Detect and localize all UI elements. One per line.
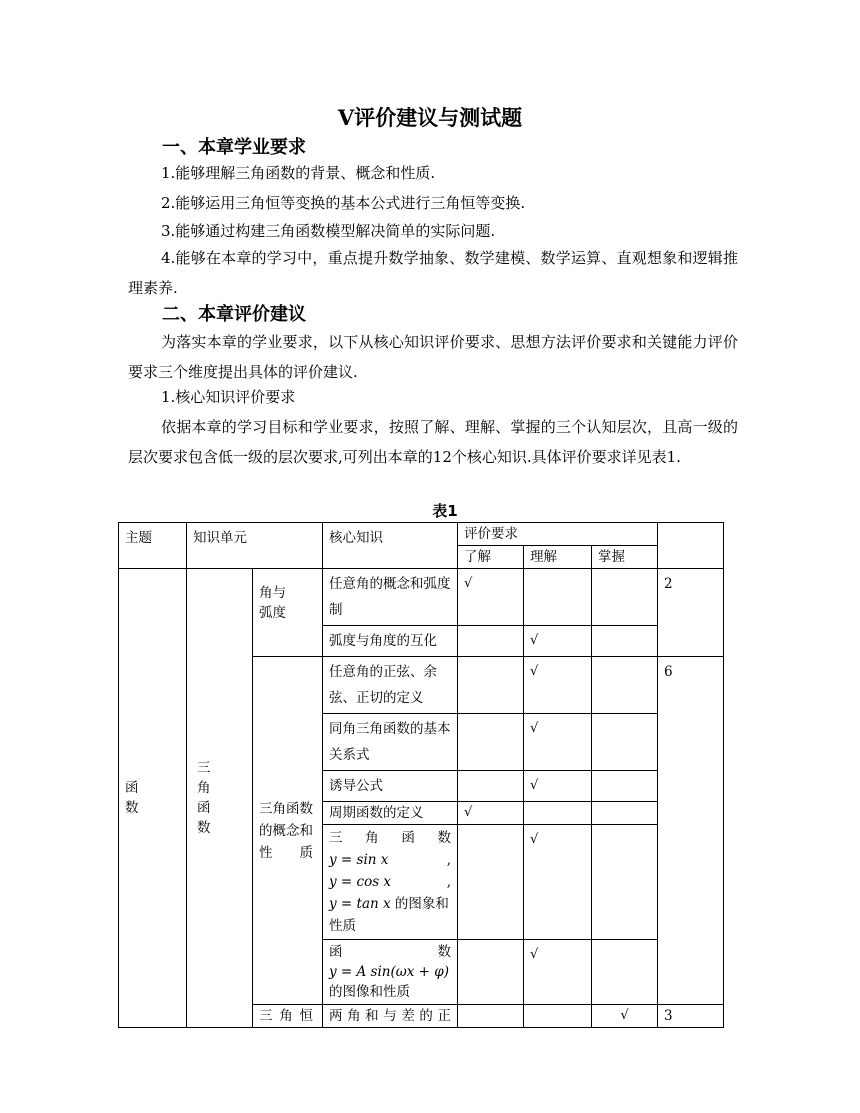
check-level2: √ xyxy=(524,657,592,714)
core-suffix: 的图象和性质 xyxy=(329,896,449,934)
empty-level2 xyxy=(524,802,592,825)
group-name-cell: 三角函数的概念和性质 xyxy=(253,657,323,1005)
check-level2: √ xyxy=(524,771,592,802)
check-level2: √ xyxy=(524,825,592,940)
empty-level3 xyxy=(592,940,658,1005)
header-topic: 主题 xyxy=(119,523,187,569)
formula-cos: y = cos x xyxy=(329,874,392,890)
section2-intro: 为落实本章的学业要求，以下从核心知识评价要求、思想方法评价要求和关键能力评价要求三个维度提出具体的评价建议. xyxy=(128,333,738,381)
core-knowledge-cell: 同角三角函数的基本关系式 xyxy=(323,714,458,771)
empty-level3 xyxy=(592,825,658,940)
requirement-4: 4.能够在本章的学习中，重点提升数学抽象、数学建模、数学运算、直观想象和逻辑推理素养. xyxy=(128,249,738,297)
empty-level3 xyxy=(592,626,658,657)
section1-heading: 一、本章学业要求 xyxy=(162,137,306,158)
empty-level1 xyxy=(458,771,524,802)
section2-para: 依据本章的学习目标和学业要求，按照了解、理解、掌握的三个认知层次，且高一级的层次要求包含低一级的层次要求,可列出本章的12个核心知识.具体评价要求详见表1. xyxy=(128,418,738,466)
formula-asin: y = A sin(ωx + φ) xyxy=(329,964,450,980)
group-name-cell: 角与弧度 xyxy=(253,569,323,657)
header-count xyxy=(658,523,724,569)
empty-level1 xyxy=(458,657,524,714)
topic-cell: 函数 xyxy=(119,569,187,1028)
group-name-cell: 三角恒 xyxy=(253,1005,323,1028)
unit-cell: 三角函数 xyxy=(187,569,253,1028)
core-knowledge-cell: 任意角的正弦、余弦、正切的定义 xyxy=(323,657,458,714)
count-cell: 6 xyxy=(658,657,724,1005)
requirement-3: 3.能够通过构建三角函数模型解决简单的实际问题. xyxy=(161,222,496,240)
core-knowledge-cell: 弧度与角度的互化 xyxy=(323,626,458,657)
count-cell: 3 xyxy=(658,1005,724,1028)
header-level1: 了解 xyxy=(458,546,524,569)
check-level2: √ xyxy=(524,940,592,1005)
header-core: 核心知识 xyxy=(323,523,458,569)
section2-heading: 二、本章评价建议 xyxy=(162,304,306,325)
evaluation-table xyxy=(118,522,724,1028)
empty-level3 xyxy=(592,771,658,802)
requirement-2: 2.能够运用三角恒等变换的基本公式进行三角恒等变换. xyxy=(161,194,526,212)
check-level2: √ xyxy=(524,714,592,771)
empty-level1 xyxy=(458,626,524,657)
core-prefix: 三角函数 xyxy=(329,830,451,846)
count-cell: 2 xyxy=(658,569,724,657)
check-level1: √ xyxy=(458,802,524,825)
empty-level1 xyxy=(458,1005,524,1028)
header-level2: 理解 xyxy=(524,546,592,569)
check-level3: √ xyxy=(592,1005,658,1028)
empty-level3 xyxy=(592,657,658,714)
empty-level2 xyxy=(524,569,592,626)
formula-tan: y = tan x xyxy=(329,896,391,912)
header-eval: 评价要求 xyxy=(458,523,658,546)
formula-sin: y = sin x xyxy=(329,852,389,868)
requirement-1: 1.能够理解三角函数的背景、概念和性质. xyxy=(161,164,436,182)
section2-sub1: 1.核心知识评价要求 xyxy=(161,388,296,406)
core-knowledge-cell: 周期函数的定义 xyxy=(323,802,458,825)
core-prefix: 函数 xyxy=(329,944,451,960)
core-knowledge-cell: 任意角的概念和弧度制 xyxy=(323,569,458,626)
empty-level3 xyxy=(592,714,658,771)
check-level2: √ xyxy=(524,626,592,657)
core-suffix: 的图像和性质 xyxy=(329,984,410,1000)
header-unit: 知识单元 xyxy=(187,523,323,569)
check-level1: √ xyxy=(458,569,524,626)
core-knowledge-cell xyxy=(323,940,458,1005)
table-caption: 表1 xyxy=(432,502,458,520)
empty-level1 xyxy=(458,714,524,771)
empty-level3 xyxy=(592,569,658,626)
core-knowledge-cell: 诱导公式 xyxy=(323,771,458,802)
core-knowledge-cell: 三角函数 y = sin x , y = cos x , y = tan x 的图象和性质 xyxy=(323,825,458,940)
page-title: V评价建议与测试题 xyxy=(337,105,523,130)
empty-level3 xyxy=(592,802,658,825)
header-level3: 掌握 xyxy=(592,546,658,569)
empty-level1 xyxy=(458,940,524,1005)
empty-level2 xyxy=(524,1005,592,1028)
core-knowledge-cell: 两角和与差的正 xyxy=(323,1005,458,1028)
empty-level1 xyxy=(458,825,524,940)
